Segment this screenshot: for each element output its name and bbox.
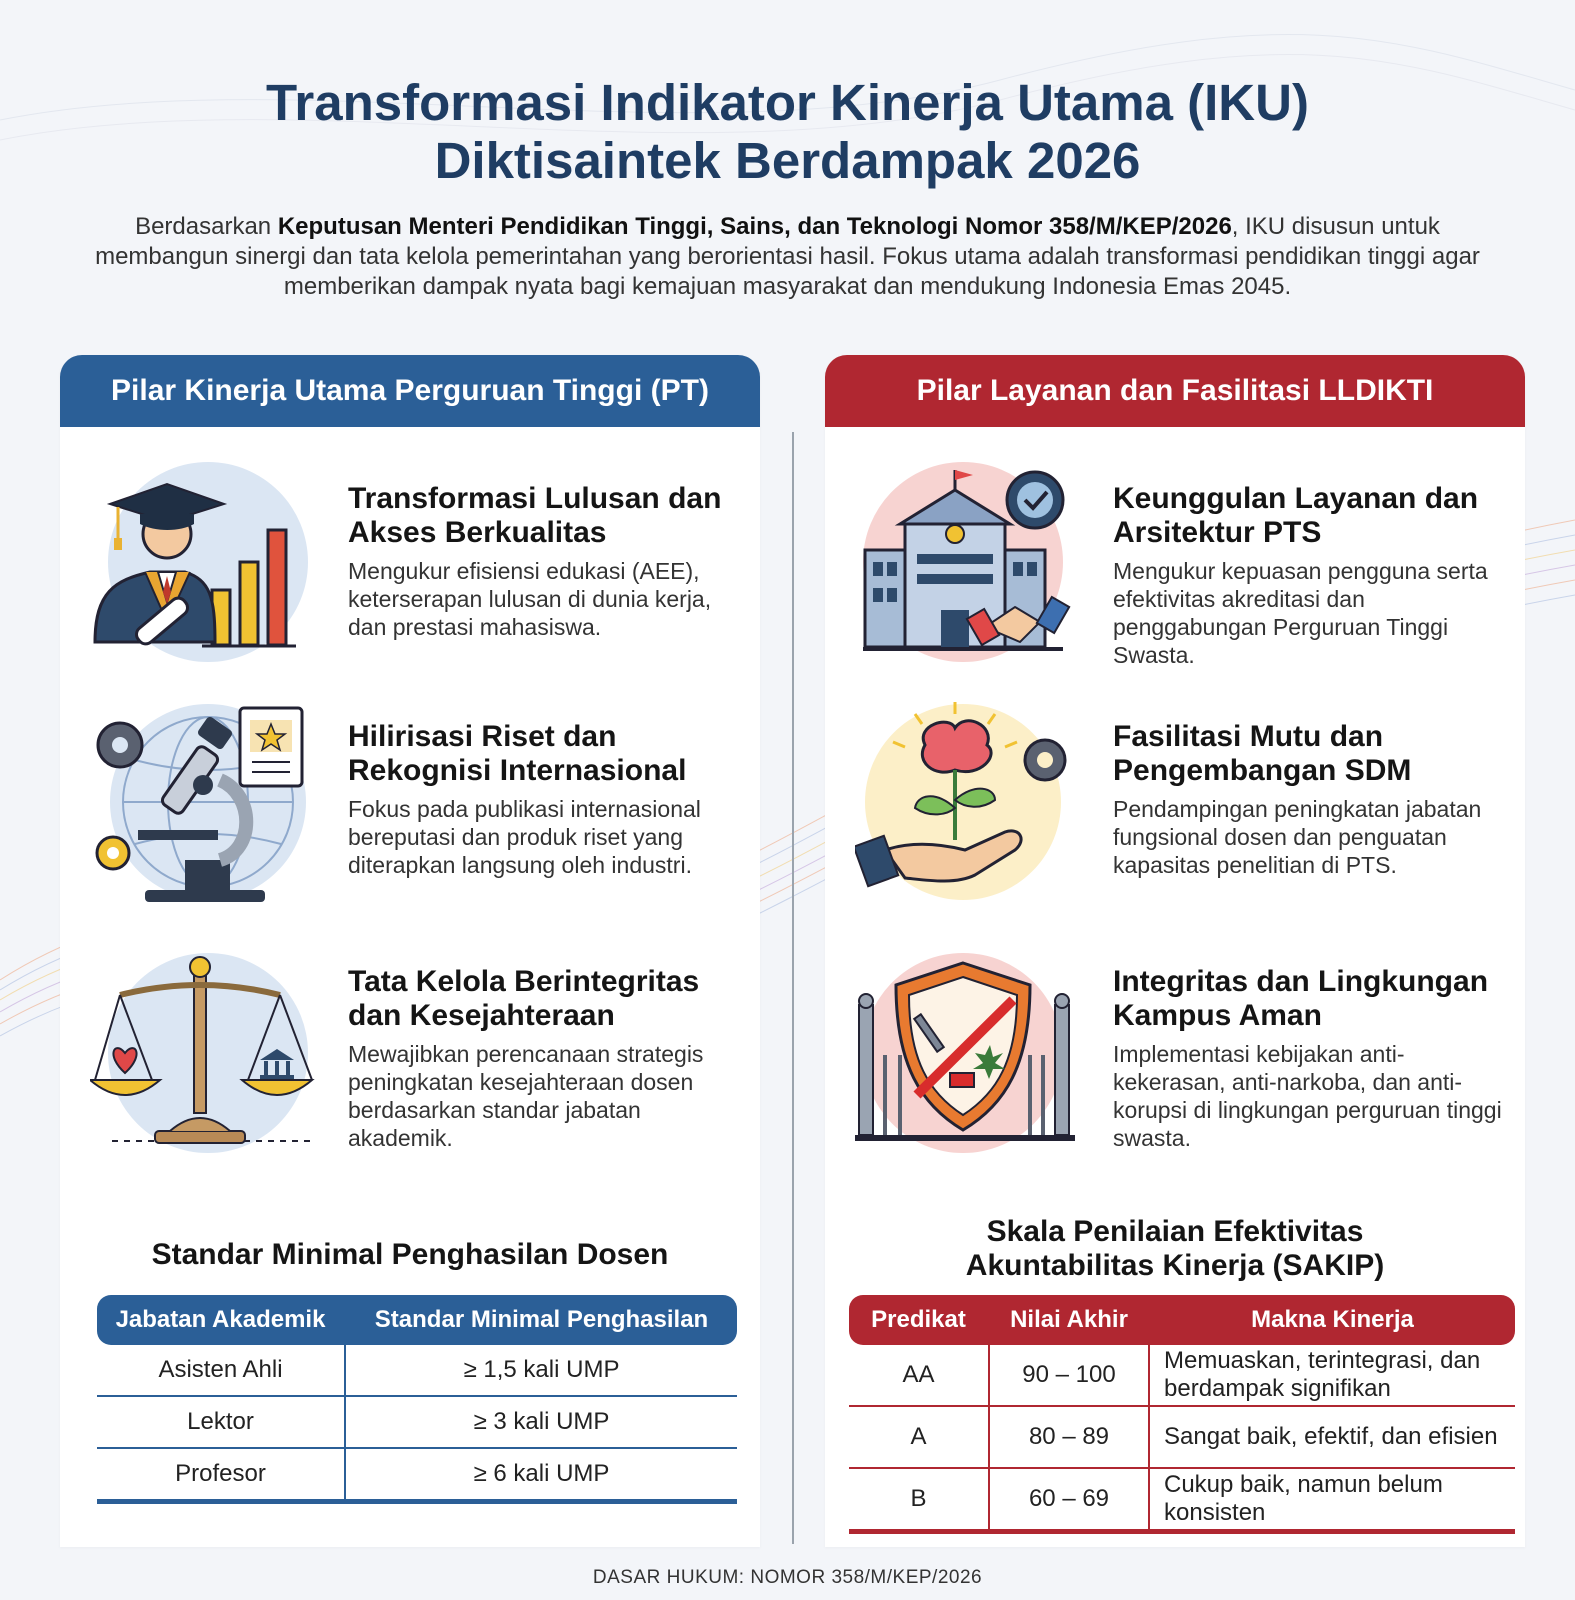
pilar-item-kampus-aman — [825, 945, 1525, 1160]
pilar-title: Fasilitasi Mutu dan Pengembangan SDM — [1113, 720, 1412, 787]
pilar-title: Keunggulan Layanan dan Arsitektur PTS — [1113, 482, 1479, 549]
table-row — [849, 1345, 1515, 1406]
cell-predikat: A — [849, 1406, 989, 1468]
pilar-item-tata-kelola — [60, 945, 760, 1160]
intro-prefix: Berdasarkan — [135, 213, 278, 240]
cell-standar: ≥ 3 kali UMP — [345, 1396, 737, 1448]
sakip-title-line2: Akuntabilitas Kinerja (SAKIP) — [965, 1249, 1385, 1282]
center-divider — [792, 432, 794, 1544]
cell-predikat: B — [849, 1468, 989, 1532]
cell-standar: ≥ 6 kali UMP — [345, 1448, 737, 1502]
cell-predikat: AA — [849, 1345, 989, 1406]
hand-brain-plant-icon — [855, 700, 1085, 915]
intro-paragraph — [95, 212, 1480, 302]
panel-heading-pt: Pilar Kinerja Utama Perguruan Tinggi (PT) — [60, 355, 760, 427]
pilar-title: Hilirisasi Riset dan Rekognisi Internasional — [348, 720, 687, 787]
pilar-desc: Mengukur efisiensi edukasi (AEE), keterserapan lulusan di dunia kerja, dan prestasi mahasiswa. — [348, 558, 712, 640]
cell-makna: Memuaskan, terintegrasi, dan berdampak signifikan — [1149, 1345, 1515, 1406]
income-standard-title: Standar Minimal Penghasilan Dosen — [151, 1238, 669, 1271]
cell-jabatan: Lektor — [97, 1396, 345, 1448]
cell-jabatan: Profesor — [97, 1448, 345, 1502]
pilar-desc: Mewajibkan perencanaan strategis peningkatan kesejahteraan dosen berdasarkan standar jabatan akademik. — [348, 1041, 704, 1151]
panel-pilar-kinerja — [60, 355, 760, 1547]
footer-legal-basis: DASAR HUKUM: NOMOR 358/M/KEP/2026 — [592, 1567, 983, 1588]
panel-heading-lldikti: Pilar Layanan dan Fasilitasi LLDIKTI — [825, 355, 1525, 427]
sakip-title-line1: Skala Penilaian Efektivitas — [986, 1215, 1364, 1248]
table-row — [97, 1396, 737, 1448]
page-title-line1: Transformasi Indikator Kinerja Utama (IKU) — [266, 74, 1309, 131]
panel-pilar-layanan — [825, 355, 1525, 1547]
balance-scale-icon — [90, 945, 320, 1160]
cell-nilai: 60 – 69 — [989, 1468, 1149, 1532]
pilar-title: Integritas dan Lingkungan Kampus Aman — [1113, 965, 1489, 1032]
pilar-title: Tata Kelola Berintegritas dan Kesejahteraan — [348, 965, 700, 1032]
pilar-title: Transformasi Lulusan dan Akses Berkualitas — [348, 482, 722, 549]
pilar-item-layanan — [825, 462, 1525, 677]
sakip-table — [849, 1295, 1515, 1534]
table-header-row — [97, 1295, 737, 1345]
header-jabatan: Jabatan Akademik — [97, 1295, 345, 1345]
cell-nilai: 80 – 89 — [989, 1406, 1149, 1468]
income-standard-table — [97, 1295, 737, 1504]
cell-standar: ≥ 1,5 kali UMP — [345, 1345, 737, 1396]
table-row — [849, 1468, 1515, 1532]
intro-decree: Keputusan Menteri Pendidikan Tinggi, Sains, dan Teknologi Nomor 358/M/KEP/2026 — [277, 213, 1232, 240]
pilar-desc: Mengukur kepuasan pengguna serta efektivitas akreditasi dan penggabungan Perguruan Tinggi Swasta. — [1113, 558, 1488, 668]
table-header-row — [849, 1295, 1515, 1345]
page-title — [0, 74, 1575, 190]
table-row — [849, 1406, 1515, 1468]
cell-makna: Sangat baik, efektif, dan efisien — [1149, 1406, 1515, 1468]
header-standar: Standar Minimal Penghasilan — [345, 1295, 737, 1345]
pilar-item-lulusan — [60, 462, 760, 677]
campus-handshake-icon — [855, 462, 1085, 677]
table-row — [97, 1448, 737, 1502]
header-predikat: Predikat — [849, 1295, 989, 1345]
graduate-chart-icon — [90, 462, 320, 677]
pilar-item-riset — [60, 700, 760, 915]
pilar-desc: Implementasi kebijakan anti-kekerasan, anti-narkoba, dan anti-korupsi di lingkungan perguruan tinggi swasta. — [1113, 1041, 1502, 1151]
page-title-line2: Diktisaintek Berdampak 2026 — [434, 132, 1141, 189]
intro-suffix: , IKU disusun untuk membangun sinergi dan tata kelola pemerintahan yang berorientasi hasil. Fokus utama adalah transformasi pendidikan tinggi agar memberikan dampak nyata bagi kemajuan masyarakat dan mendukung Indonesia Emas 2045. — [95, 213, 1480, 300]
pilar-desc: Fokus pada publikasi internasional bereputasi dan produk riset yang diterapkan langsung oleh industri. — [348, 796, 701, 878]
sakip-title — [825, 1215, 1525, 1283]
header-makna: Makna Kinerja — [1149, 1295, 1515, 1345]
table-row — [97, 1345, 737, 1396]
cell-jabatan: Asisten Ahli — [97, 1345, 345, 1396]
microscope-globe-icon — [90, 700, 320, 915]
cell-nilai: 90 – 100 — [989, 1345, 1149, 1406]
header-nilai: Nilai Akhir — [989, 1295, 1149, 1345]
pilar-item-sdm — [825, 700, 1525, 915]
cell-makna: Cukup baik, namun belum konsisten — [1149, 1468, 1515, 1532]
shield-gate-icon — [855, 945, 1085, 1160]
pilar-desc: Pendampingan peningkatan jabatan fungsional dosen dan penguatan kapasitas penelitian di PTS. — [1113, 796, 1482, 878]
